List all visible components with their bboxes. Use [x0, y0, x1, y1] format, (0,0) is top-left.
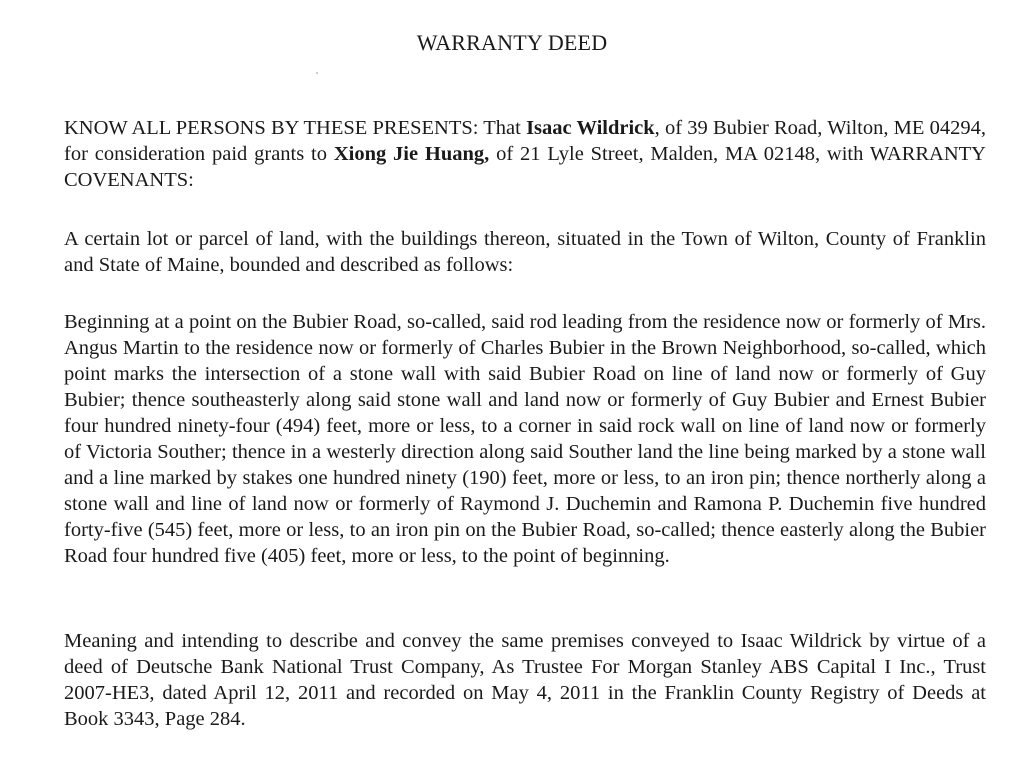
- grantor-address: , of 39 Bubier Road, Wilton, ME 04294, for consideration paid grants to: [64, 117, 986, 165]
- document-title: WARRANTY DEED: [416, 30, 608, 55]
- title-source-paragraph: Meaning and intending to describe and convey the same premises conveyed to Isaac Wildrick by virtue of a deed of Deutsche Bank National Trust Company, As Trustee For Morgan Stanley ABS Capital I Inc., Trust 2007-HE3, dated April 12, 2011 and recorded on May 4, 2011 in the Franklin County Registry of Deeds at Book 3343, Page 284.: [64, 630, 986, 730]
- grant-intro: KNOW ALL PERSONS BY THESE PRESENTS: That: [64, 117, 527, 139]
- scan-speck: [316, 72, 318, 74]
- grant-paragraph: [64, 115, 986, 193]
- boundary-description-paragraph: Beginning at a point on the Bubier Road, so-called, said rod leading from the residence now or formerly of Mrs. Angus Martin to the residence now or formerly of Charles Bubier in the Brown Neighborhood, so-called, which point marks the intersection of a stone wall with said Bubier Road on line of land now or formerly of Guy Bubier; thence southeasterly along said stone wall and land now or formerly of Guy Bubier and Ernest Bubier four hundred ninety-four (494) feet, more or less, to a corner in said rock wall on line of land now or formerly of Victoria Souther; thence in a westerly direction along said Souther land the line being marked by a stone wall and a line marked by stakes one hundred ninety (190) feet, more or less, to an iron pin; thence northerly along a stone wall and line of land now or formerly of Raymond J. Duchemin and Ramona P. Duchemin five hundred forty-five (545) feet, more or less, to an iron pin on the Bubier Road, so-called; thence easterly along the Bubier Road four hundred five (405) feet, more or less, to the point of beginning.: [64, 311, 986, 567]
- parcel-paragraph: A certain lot or parcel of land, with the buildings thereon, situated in the Town of Wilton, County of Franklin and State of Maine, bounded and described as follows:: [64, 228, 986, 276]
- grantee-name: Xiong Jie Huang,: [333, 143, 490, 165]
- grantee-address: of 21 Lyle Street, Malden, MA 02148, with WARRANTY COVENANTS:: [64, 143, 986, 191]
- grantor-name: Isaac Wildrick: [526, 117, 655, 139]
